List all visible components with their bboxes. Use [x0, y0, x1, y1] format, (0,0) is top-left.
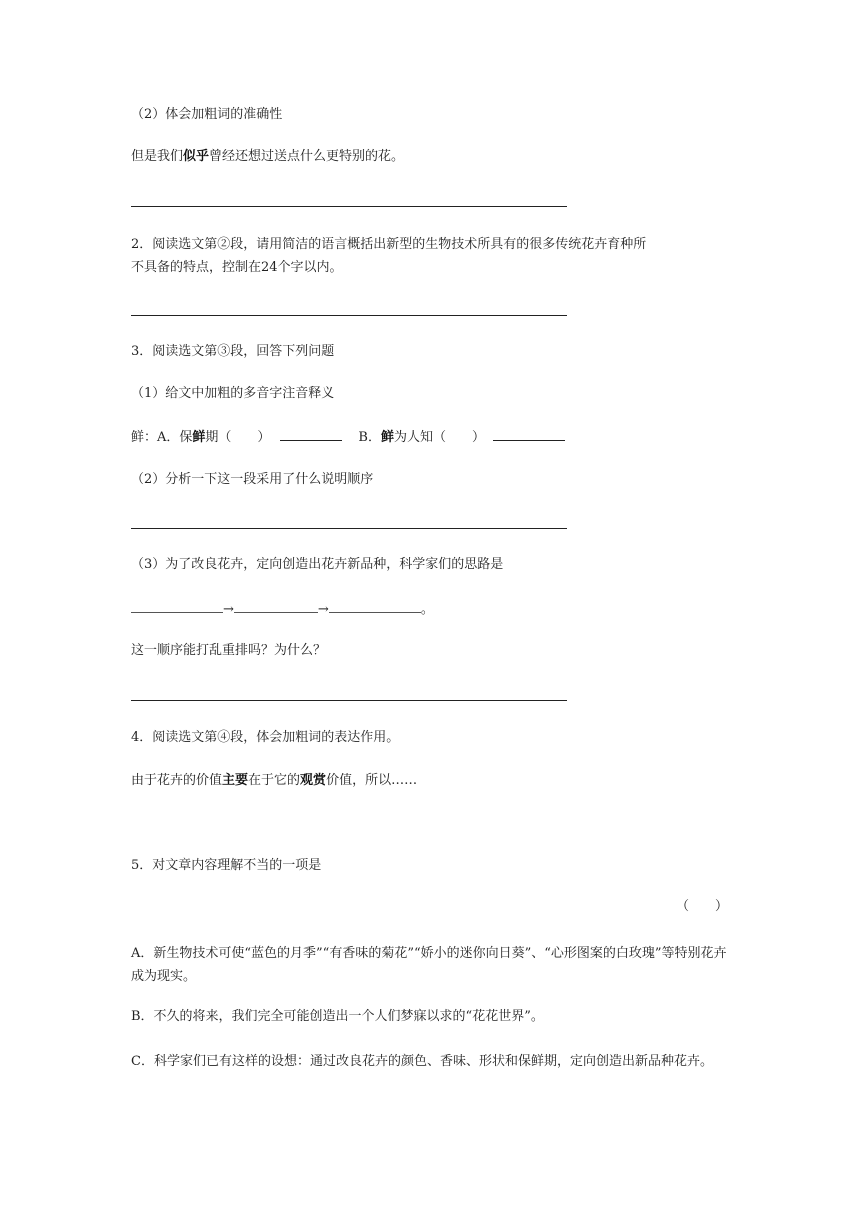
q1-2-sentence: [131, 148, 404, 166]
answer-line-q3-3[interactable]: [131, 700, 567, 701]
q3-sub1: （1）给文中加粗的多音字注音释义: [131, 386, 335, 401]
q5-option-c: C．科学家们已有这样的设想：通过改良花卉的颜色、香味、形状和保鲜期，定向创造出新品种花卉。: [131, 1054, 713, 1069]
xian-b-label: B．: [358, 430, 381, 445]
blank-step-2[interactable]: [234, 601, 318, 613]
q1-2-sentence-post: 曾经还想过送点什么更特别的花。: [209, 149, 405, 164]
q3-xian-line: [131, 428, 565, 447]
answer-line-q3-2[interactable]: [131, 528, 567, 529]
flow-period: 。: [420, 602, 434, 617]
q4-sentence: [131, 772, 417, 790]
q2-line-1: 2．阅读选文第②段，请用简洁的语言概括出新型的生物技术所具有的很多传统花卉育种所: [131, 237, 647, 252]
xian-b-post: 为人知（ ）: [394, 430, 486, 445]
xian-bold-a: 鲜: [192, 430, 206, 445]
q5-option-b: B．不久的将来，我们完全可能创造出一个人们梦寐以求的“花花世界”。: [131, 1009, 544, 1024]
q3-sub3: （3）为了改良花卉，定向创造出花卉新品种，科学家们的思路是: [131, 557, 504, 572]
q4-pre: 由于花卉的价值: [131, 773, 223, 788]
xian-a-post: 期（ ）: [205, 430, 271, 445]
q4-post: 价值，所以……: [326, 773, 418, 788]
q2-line-2: 不具备的特点，控制在24个字以内。: [131, 260, 343, 275]
answer-line-q1-2[interactable]: [131, 206, 567, 207]
q3-question: 这一顺序能打乱重排吗？为什么？: [131, 643, 327, 658]
xian-label: 鲜：A．保: [131, 430, 193, 445]
blank-xian-b[interactable]: [493, 428, 565, 441]
q5-title: 5．对文章内容理解不当的一项是: [131, 858, 322, 873]
blank-step-1[interactable]: [131, 601, 223, 613]
q1-2-sentence-pre: 但是我们: [131, 149, 184, 164]
q3-sub2: （2）分析一下这一段采用了什么说明顺序: [131, 472, 374, 487]
q3-title: 3．阅读选文第③段，回答下列问题: [131, 344, 335, 359]
q4-mid: 在于它的: [248, 773, 301, 788]
arrow-1: →: [223, 602, 234, 617]
answer-line-q2[interactable]: [131, 315, 567, 316]
blank-step-3[interactable]: [329, 601, 421, 613]
q3-flow: [131, 601, 434, 619]
q4-title: 4．阅读选文第④段，体会加粗词的表达作用。: [131, 730, 400, 745]
arrow-2: →: [317, 602, 329, 617]
q4-bold-2: 观赏: [300, 773, 327, 788]
xian-bold-b: 鲜: [380, 430, 394, 445]
q5-option-a: A．新生物技术可使“蓝色的月季”“有香味的菊花”“娇小的迷你向日葵”、“心形图案的白玫瑰”等特别花卉成为现实。: [131, 946, 727, 984]
q1-2-title: （2）体会加粗词的准确性: [131, 107, 283, 122]
blank-xian-a[interactable]: [280, 428, 342, 441]
q4-bold-1: 主要: [222, 773, 249, 788]
q1-2-bold-word: 似乎: [183, 149, 210, 164]
q5-answer-paren[interactable]: （ ）: [676, 899, 729, 914]
